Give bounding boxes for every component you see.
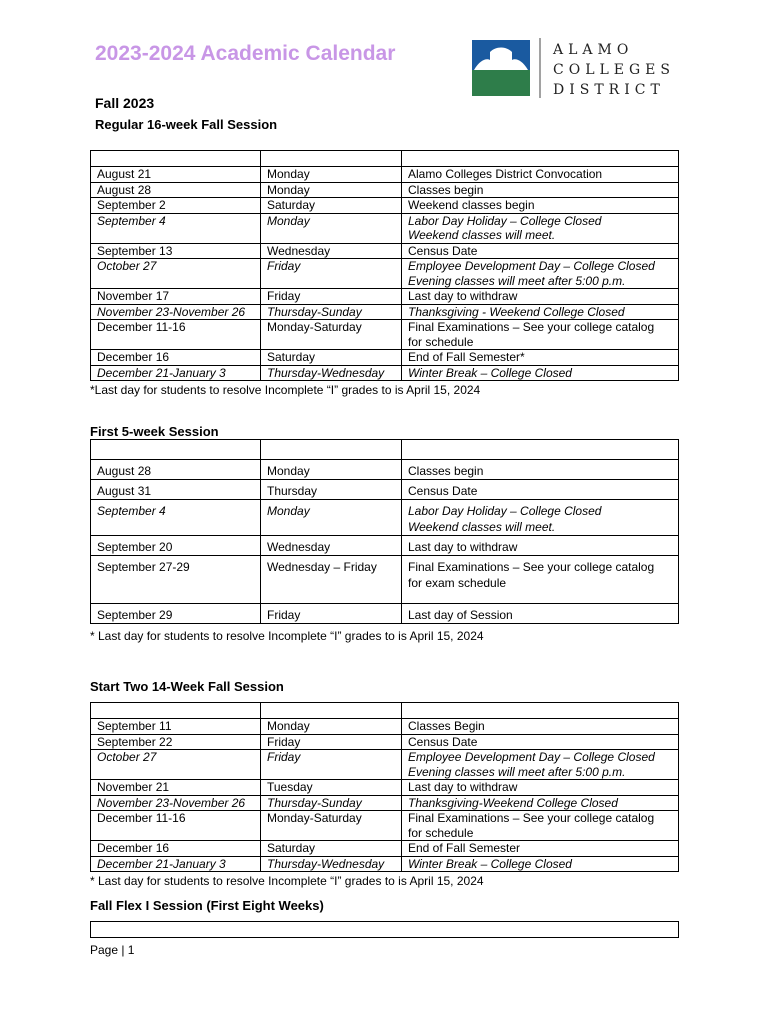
page-number: Page | 1 (90, 943, 135, 957)
calendar-table (90, 150, 679, 381)
table-row (91, 182, 679, 198)
date-cell: October 27 (91, 259, 261, 289)
term-heading: Fall 2023 (95, 95, 155, 111)
table-header-row (91, 922, 679, 938)
day-cell: Friday (261, 289, 402, 305)
day-cell: Monday (261, 213, 402, 243)
event-line: Labor Day Holiday – College Closed (408, 504, 602, 518)
table-header-row (91, 440, 679, 460)
event-line: Last day of Session (408, 608, 513, 622)
day-cell: Friday (261, 750, 402, 780)
table-row (91, 811, 679, 841)
event-cell (402, 719, 679, 735)
event-line: Labor Day Holiday – College Closed (408, 213, 602, 228)
session-heading: Start Two 14-Week Fall Session (90, 679, 284, 694)
event-cell (402, 750, 679, 780)
table-header-row (91, 703, 679, 719)
day-cell: Thursday-Sunday (261, 795, 402, 811)
date-cell: December 16 (91, 350, 261, 366)
session-heading: First 5-week Session (90, 424, 219, 439)
date-cell: August 21 (91, 167, 261, 183)
calendar-table (90, 921, 679, 938)
date-cell: September 29 (91, 604, 261, 624)
event-cell (402, 198, 679, 214)
event-cell (402, 811, 679, 841)
table-row (91, 556, 679, 604)
date-cell: September 27-29 (91, 556, 261, 604)
date-cell: November 21 (91, 780, 261, 796)
event-cell (402, 350, 679, 366)
day-cell: Friday (261, 259, 402, 289)
event-line: Last day to withdraw (408, 780, 518, 794)
day-cell: Thursday-Wednesday (261, 856, 402, 872)
table-row (91, 536, 679, 556)
session-heading: Regular 16-week Fall Session (95, 117, 278, 132)
day-cell: Saturday (261, 198, 402, 214)
event-line: Weekend classes begin (408, 198, 535, 212)
event-cell (402, 259, 679, 289)
day-cell: Friday (261, 604, 402, 624)
event-cell (402, 841, 679, 857)
event-line: Last day to withdraw (408, 540, 518, 554)
table-row (91, 350, 679, 366)
event-cell (402, 480, 679, 500)
event-cell (402, 289, 679, 305)
event-cell (402, 182, 679, 198)
logo-line-2: COLLEGES (553, 62, 675, 78)
event-cell (402, 460, 679, 480)
day-cell: Monday (261, 719, 402, 735)
event-line: Winter Break – College Closed (408, 856, 572, 871)
event-line: Evening classes will meet after 5:00 p.m. (408, 764, 626, 779)
day-cell: Monday-Saturday (261, 811, 402, 841)
table-row (91, 500, 679, 536)
table-row (91, 604, 679, 624)
day-cell: Tuesday (261, 780, 402, 796)
event-line: Weekend classes will meet. (408, 228, 556, 242)
event-line: Weekend classes will meet. (408, 520, 556, 534)
table-row (91, 841, 679, 857)
incomplete-grade-note: * Last day for students to resolve Incomplete “I” grades to is April 15, 2024 (90, 874, 484, 888)
event-cell (402, 167, 679, 183)
day-cell: Thursday (261, 480, 402, 500)
event-line: Census Date (408, 734, 478, 749)
day-cell: Thursday-Wednesday (261, 365, 402, 381)
event-line: Evening classes will meet after 5:00 p.m. (408, 273, 626, 288)
date-cell: December 11-16 (91, 320, 261, 350)
day-cell: Monday-Saturday (261, 320, 402, 350)
event-cell (402, 243, 679, 259)
event-line: Census Date (408, 484, 478, 498)
event-cell (402, 500, 679, 536)
table-row (91, 480, 679, 500)
day-cell: Saturday (261, 841, 402, 857)
table-row (91, 304, 679, 320)
session-heading: Fall Flex I Session (First Eight Weeks) (90, 898, 324, 913)
day-cell: Monday (261, 500, 402, 536)
table-row (91, 719, 679, 735)
table-row (91, 198, 679, 214)
day-cell: Monday (261, 182, 402, 198)
event-cell (402, 780, 679, 796)
day-cell: Wednesday (261, 243, 402, 259)
event-line: Classes begin (408, 182, 484, 197)
event-cell (402, 856, 679, 872)
event-line: Thanksgiving - Weekend College Closed (408, 304, 625, 319)
event-line: Final Examinations – See your college catalog (408, 320, 655, 334)
table-row (91, 167, 679, 183)
event-line: Census Date (408, 243, 478, 258)
day-cell: Thursday-Sunday (261, 304, 402, 320)
table-row (91, 243, 679, 259)
event-cell (402, 304, 679, 320)
event-line: Alamo Colleges District Convocation (408, 167, 603, 181)
event-line: Classes Begin (408, 719, 485, 733)
table-row (91, 734, 679, 750)
event-line: for exam schedule (408, 576, 507, 590)
event-line: Final Examinations – See your college catalog (408, 560, 655, 574)
calendar-table (90, 439, 679, 624)
date-cell: October 27 (91, 750, 261, 780)
date-cell: December 16 (91, 841, 261, 857)
incomplete-grade-note: * Last day for students to resolve Incomplete “I” grades to is April 15, 2024 (90, 629, 484, 643)
date-cell: September 4 (91, 213, 261, 243)
table-row (91, 259, 679, 289)
date-cell: August 28 (91, 182, 261, 198)
date-cell: September 20 (91, 536, 261, 556)
date-cell: November 23-November 26 (91, 795, 261, 811)
date-cell: December 21-January 3 (91, 365, 261, 381)
logo-line-3: DISTRICT (553, 82, 665, 98)
calendar-table (90, 702, 679, 872)
day-cell: Wednesday – Friday (261, 556, 402, 604)
date-cell: August 28 (91, 460, 261, 480)
event-line: for schedule (408, 334, 474, 349)
event-line: End of Fall Semester* (408, 350, 525, 364)
event-cell (402, 536, 679, 556)
table-row (91, 750, 679, 780)
date-cell: November 23-November 26 (91, 304, 261, 320)
table-row (91, 795, 679, 811)
date-cell: December 11-16 (91, 811, 261, 841)
event-line: Final Examinations – See your college catalog (408, 811, 655, 825)
date-cell: November 17 (91, 289, 261, 305)
event-cell (402, 320, 679, 350)
logo-line-1: ALAMO (553, 42, 634, 58)
event-cell (402, 213, 679, 243)
event-cell (402, 556, 679, 604)
event-line: Employee Development Day – College Closed (408, 750, 655, 764)
table-row (91, 780, 679, 796)
event-cell (402, 604, 679, 624)
table-row (91, 460, 679, 480)
event-line: Winter Break – College Closed (408, 365, 572, 380)
day-cell: Saturday (261, 350, 402, 366)
date-cell: September 4 (91, 500, 261, 536)
table-row (91, 289, 679, 305)
day-cell: Monday (261, 460, 402, 480)
event-line: Employee Development Day – College Closed (408, 259, 655, 273)
date-cell: September 13 (91, 243, 261, 259)
event-line: Classes begin (408, 464, 484, 478)
table-row (91, 856, 679, 872)
table-row (91, 213, 679, 243)
day-cell: Wednesday (261, 536, 402, 556)
day-cell: Monday (261, 167, 402, 183)
date-cell: August 31 (91, 480, 261, 500)
event-line: for schedule (408, 825, 474, 840)
event-line: Thanksgiving-Weekend College Closed (408, 795, 618, 810)
table-row (91, 320, 679, 350)
date-cell: September 22 (91, 734, 261, 750)
table-header-row (91, 151, 679, 167)
event-cell (402, 365, 679, 381)
event-cell (402, 795, 679, 811)
date-cell: December 21-January 3 (91, 856, 261, 872)
incomplete-grade-note: *Last day for students to resolve Incomplete “I” grades to is April 15, 2024 (90, 383, 481, 397)
date-cell: September 11 (91, 719, 261, 735)
event-cell (402, 734, 679, 750)
day-cell: Friday (261, 734, 402, 750)
event-line: Last day to withdraw (408, 289, 518, 303)
table-row (91, 365, 679, 381)
date-cell: September 2 (91, 198, 261, 214)
event-line: End of Fall Semester (408, 841, 521, 855)
page-title: 2023-2024 Academic Calendar (95, 42, 396, 65)
